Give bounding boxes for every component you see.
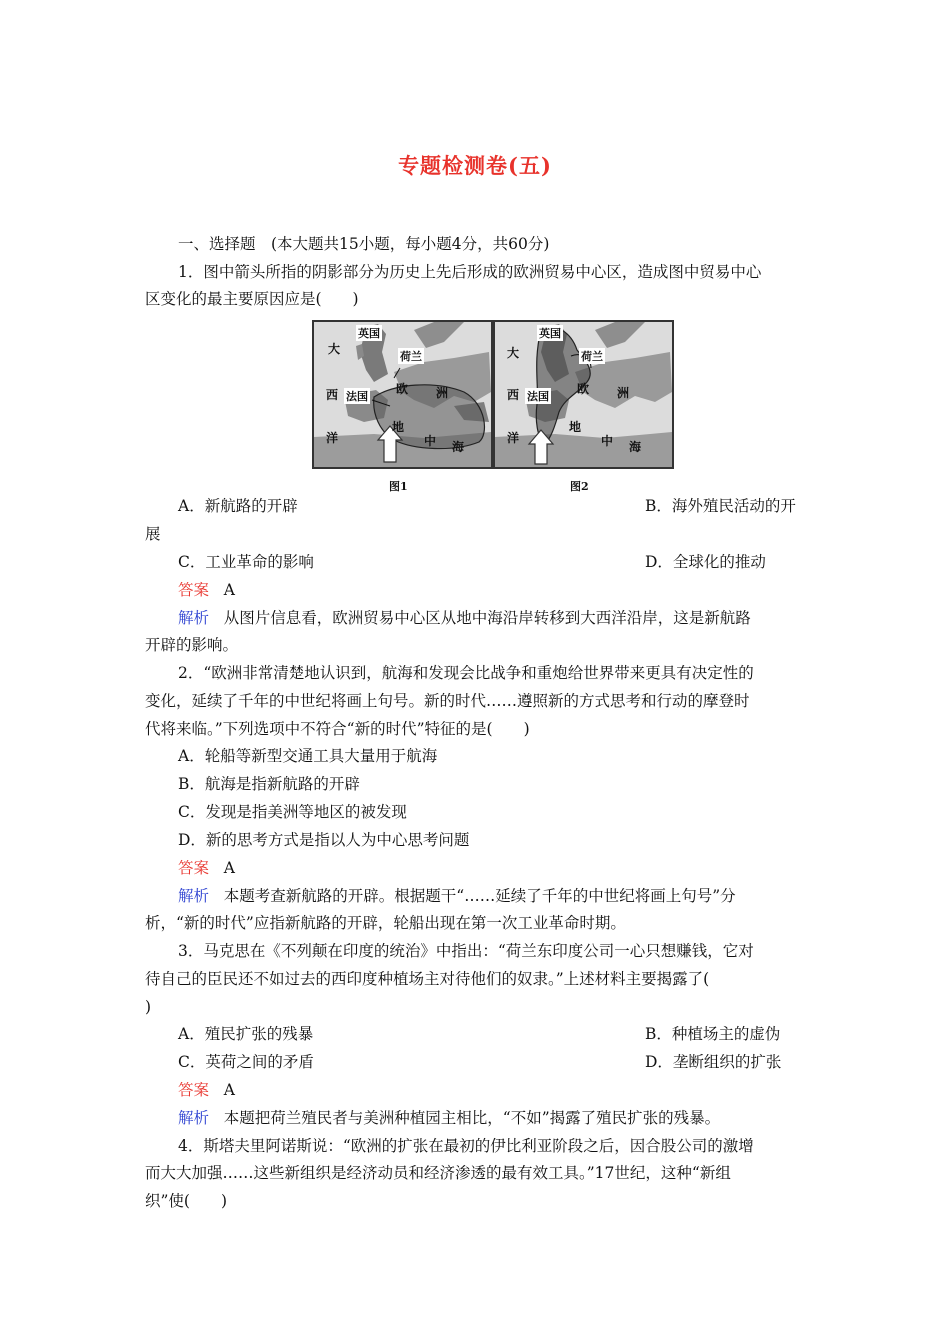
section-heading: 一、选择题 (本大题共15小题，每小题4分，共60分) bbox=[178, 235, 550, 253]
analysis-text: 本题把荷兰殖民者与美洲种植园主相比，“不如”揭露了殖民扩张的残暴。 bbox=[223, 1109, 721, 1127]
map2-label-france: 法国 bbox=[527, 390, 549, 403]
q2-option-b: B．航海是指新航路的开辟 bbox=[178, 775, 360, 793]
figure-1-caption: 图1 bbox=[389, 480, 408, 493]
q3-option-d: D．垄断组织的扩张 bbox=[645, 1053, 782, 1071]
map2-label-yang: 洋 bbox=[507, 431, 520, 445]
figure-2-caption: 图2 bbox=[570, 480, 589, 493]
map1-label-netherlands: 荷兰 bbox=[400, 350, 422, 363]
analysis-label: 解析 bbox=[178, 609, 210, 627]
q3-stem-line3: ) bbox=[145, 998, 152, 1016]
q1-answer bbox=[178, 580, 235, 600]
answer-value: A bbox=[223, 1081, 235, 1099]
analysis-label: 解析 bbox=[178, 1109, 210, 1127]
q4-stem-line1: 4．斯塔夫里阿诺斯说：“欧洲的扩张在最初的伊比利亚阶段之后，因合股公司的激增 bbox=[178, 1137, 754, 1155]
map-figure-1 bbox=[312, 320, 493, 469]
analysis-text: 本题考查新航路的开辟。根据题干“……延续了千年的中世纪将画上句号”分 bbox=[223, 887, 736, 905]
q1-option-a: A．新航路的开辟 bbox=[178, 497, 298, 515]
answer-label: 答案 bbox=[178, 1081, 210, 1099]
map2-label-zhou: 洲 bbox=[617, 386, 630, 400]
q2-stem-line1: 2．“欧洲非常清楚地认识到，航海和发现会比战争和重炮给世界带来更具有决定性的 bbox=[178, 664, 754, 682]
q3-analysis-line1 bbox=[178, 1108, 720, 1128]
q2-analysis-line1 bbox=[178, 886, 736, 906]
q2-analysis-line2: 析，“新的时代”应指新航路的开辟，轮船出现在第一次工业革命时期。 bbox=[145, 914, 626, 932]
map2-label-ou: 欧 bbox=[577, 382, 590, 396]
q3-option-c: C．英荷之间的矛盾 bbox=[178, 1053, 314, 1071]
q1-stem-line2: 区变化的最主要原因应是( ) bbox=[145, 290, 359, 308]
q1-option-d: D．全球化的推动 bbox=[645, 553, 766, 571]
q4-stem-line2: 而大大加强……这些新组织是经济动员和经济渗透的最有效工具。”17世纪，这种“新组 bbox=[145, 1164, 731, 1182]
analysis-label: 解析 bbox=[178, 887, 210, 905]
q2-stem-line3: 代将来临。”下列选项中不符合“新的时代”特征的是( ) bbox=[145, 720, 530, 738]
q3-stem-line1: 3．马克思在《不列颠在印度的统治》中指出：“荷兰东印度公司一心只想赚钱，它对 bbox=[178, 942, 754, 960]
q3-answer bbox=[178, 1080, 235, 1100]
q3-option-b: B．种植场主的虚伪 bbox=[645, 1025, 781, 1043]
map2-label-di: 地 bbox=[569, 420, 582, 434]
map2-label-hai: 海 bbox=[629, 440, 642, 454]
q2-option-d: D．新的思考方式是指以人为中心思考问题 bbox=[178, 831, 470, 849]
q1-analysis-line2: 开辟的影响。 bbox=[145, 636, 239, 654]
q2-option-a: A．轮船等新型交通工具大量用于航海 bbox=[178, 747, 438, 765]
map2-label-england: 英国 bbox=[539, 327, 561, 340]
map1-label-france: 法国 bbox=[346, 390, 368, 403]
q2-option-c: C．发现是指美洲等地区的被发现 bbox=[178, 803, 407, 821]
map1-label-ou: 欧 bbox=[396, 382, 409, 396]
map2-label-xi: 西 bbox=[507, 388, 520, 402]
map1-label-hai: 海 bbox=[452, 440, 465, 454]
q1-analysis-line1 bbox=[178, 608, 751, 628]
map1-label-xi: 西 bbox=[326, 388, 339, 402]
answer-label: 答案 bbox=[178, 859, 210, 877]
map2-label-netherlands: 荷兰 bbox=[581, 350, 603, 363]
q3-option-a: A．殖民扩张的残暴 bbox=[178, 1025, 314, 1043]
q1-option-b-cont: 展 bbox=[145, 525, 161, 543]
q3-stem-line2: 待自己的臣民还不如过去的西印度种植场主对待他们的奴隶。”上述材料主要揭露了( bbox=[145, 970, 710, 988]
answer-label: 答案 bbox=[178, 581, 210, 599]
q2-stem-line2: 变化，延续了千年的中世纪将画上句号。新的时代……遵照新的方式思考和行动的摩登时 bbox=[145, 692, 750, 710]
map2-label-zhong: 中 bbox=[601, 434, 614, 448]
answer-value: A bbox=[223, 859, 235, 877]
map1-label-di: 地 bbox=[392, 420, 405, 434]
q1-option-b: B．海外殖民活动的开 bbox=[645, 497, 796, 515]
q2-answer bbox=[178, 858, 235, 878]
q4-stem-line3: 织”使( ) bbox=[145, 1192, 228, 1210]
map2-label-da: 大 bbox=[507, 346, 520, 360]
map1-label-da: 大 bbox=[328, 342, 341, 356]
map1-label-zhou: 洲 bbox=[436, 386, 449, 400]
page-title: 专题检测卷(五) bbox=[398, 153, 552, 178]
map1-label-zhong: 中 bbox=[424, 434, 437, 448]
map1-label-yang: 洋 bbox=[326, 431, 339, 445]
analysis-text: 从图片信息看，欧洲贸易中心区从地中海沿岸转移到大西洋沿岸，这是新航路 bbox=[223, 609, 751, 627]
q1-option-c: C．工业革命的影响 bbox=[178, 553, 314, 571]
q1-stem-line1: 1．图中箭头所指的阴影部分为历史上先后形成的欧洲贸易中心区，造成图中贸易中心 bbox=[178, 263, 762, 281]
answer-value: A bbox=[223, 581, 235, 599]
map-figure-2 bbox=[493, 320, 674, 469]
map1-label-england: 英国 bbox=[358, 327, 380, 340]
